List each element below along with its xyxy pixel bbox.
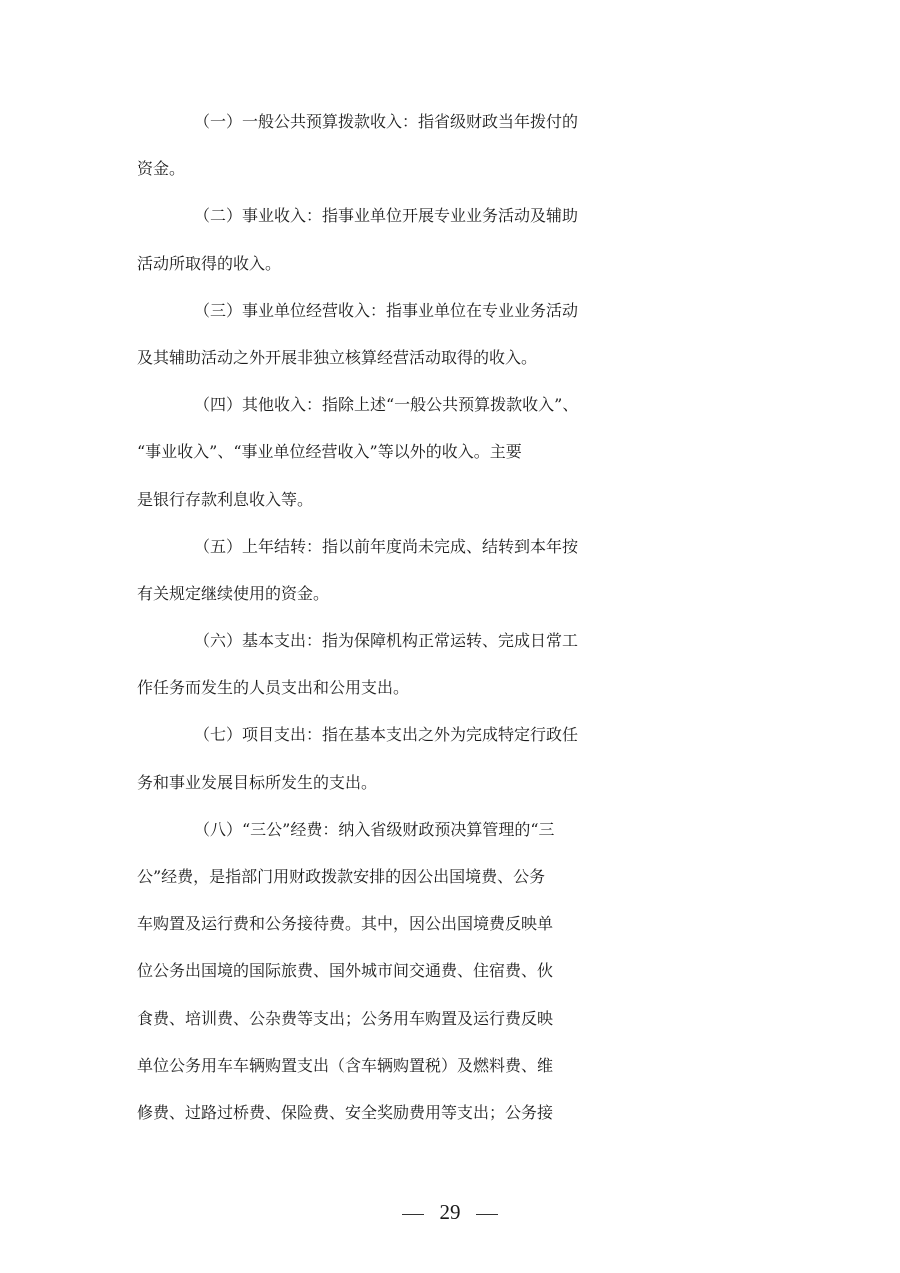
paragraph-general-budget-income — [137, 109, 765, 203]
text-line: 食费、培训费、公杂费等支出；公务用车购置及运行费反映 — [137, 1008, 554, 1028]
paragraph-business-income — [137, 203, 765, 297]
text-line: （五）上年结转：指以前年度尚未完成、结转到本年按 — [194, 536, 579, 556]
text-line: 车购置及运行费和公务接待费。其中，因公出国境费反映单 — [137, 914, 554, 934]
paragraph-basic-expenditure — [137, 628, 765, 722]
paragraph-three-public-expenses — [137, 817, 765, 1147]
text-line: （一）一般公共预算拨款收入：指省级财政当年拨付的 — [194, 112, 579, 131]
page-number: 29 — [439, 1200, 461, 1224]
page-footer — [0, 1200, 900, 1225]
paragraph-prior-year-carryover — [137, 534, 765, 628]
text-line: “事业收入”、“事业单位经营收入”等以外的收入。主要 — [137, 442, 522, 462]
text-line: 资金。 — [137, 159, 186, 179]
text-line: 位公务出国境的国际旅费、国外城市间交通费、住宿费、伙 — [137, 961, 554, 981]
paragraph-project-expenditure — [137, 722, 765, 816]
text-line: 是银行存款利息收入等。 — [137, 489, 314, 509]
text-line: 及其辅助活动之外开展非独立核算经营活动取得的收入。 — [137, 347, 538, 367]
text-line: （六）基本支出：指为保障机构正常运转、完成日常工 — [194, 631, 579, 651]
text-line: 公”经费，是指部门用财政拨款安排的因公出国境费、公务 — [137, 867, 546, 886]
footer-dash-left — [402, 1214, 424, 1215]
text-line: 修费、过路过桥费、保险费、安全奖励费用等支出；公务接 — [137, 1102, 554, 1122]
text-line: 有关规定继续使用的资金。 — [137, 583, 330, 603]
text-line: 活动所取得的收入。 — [137, 253, 282, 273]
text-line: （二）事业收入：指事业单位开展专业业务活动及辅助 — [194, 206, 579, 226]
text-line: 作任务而发生的人员支出和公用支出。 — [137, 678, 410, 698]
paragraph-operating-income — [137, 298, 765, 392]
paragraph-other-income — [137, 392, 765, 534]
body-text — [137, 109, 765, 1147]
text-line: （七）项目支出：指在基本支出之外为完成特定行政任 — [194, 725, 579, 745]
text-line: 务和事业发展目标所发生的支出。 — [137, 772, 378, 792]
text-line: （八）“三公”经费：纳入省级财政预决算管理的“三 — [194, 819, 555, 839]
text-line: 单位公务用车车辆购置支出（含车辆购置税）及燃料费、维 — [137, 1055, 554, 1075]
text-line: （四）其他收入：指除上述“一般公共预算拨款收入”、 — [194, 395, 579, 415]
text-line: （三）事业单位经营收入：指事业单位在专业业务活动 — [194, 300, 579, 320]
footer-dash-right — [476, 1214, 498, 1215]
